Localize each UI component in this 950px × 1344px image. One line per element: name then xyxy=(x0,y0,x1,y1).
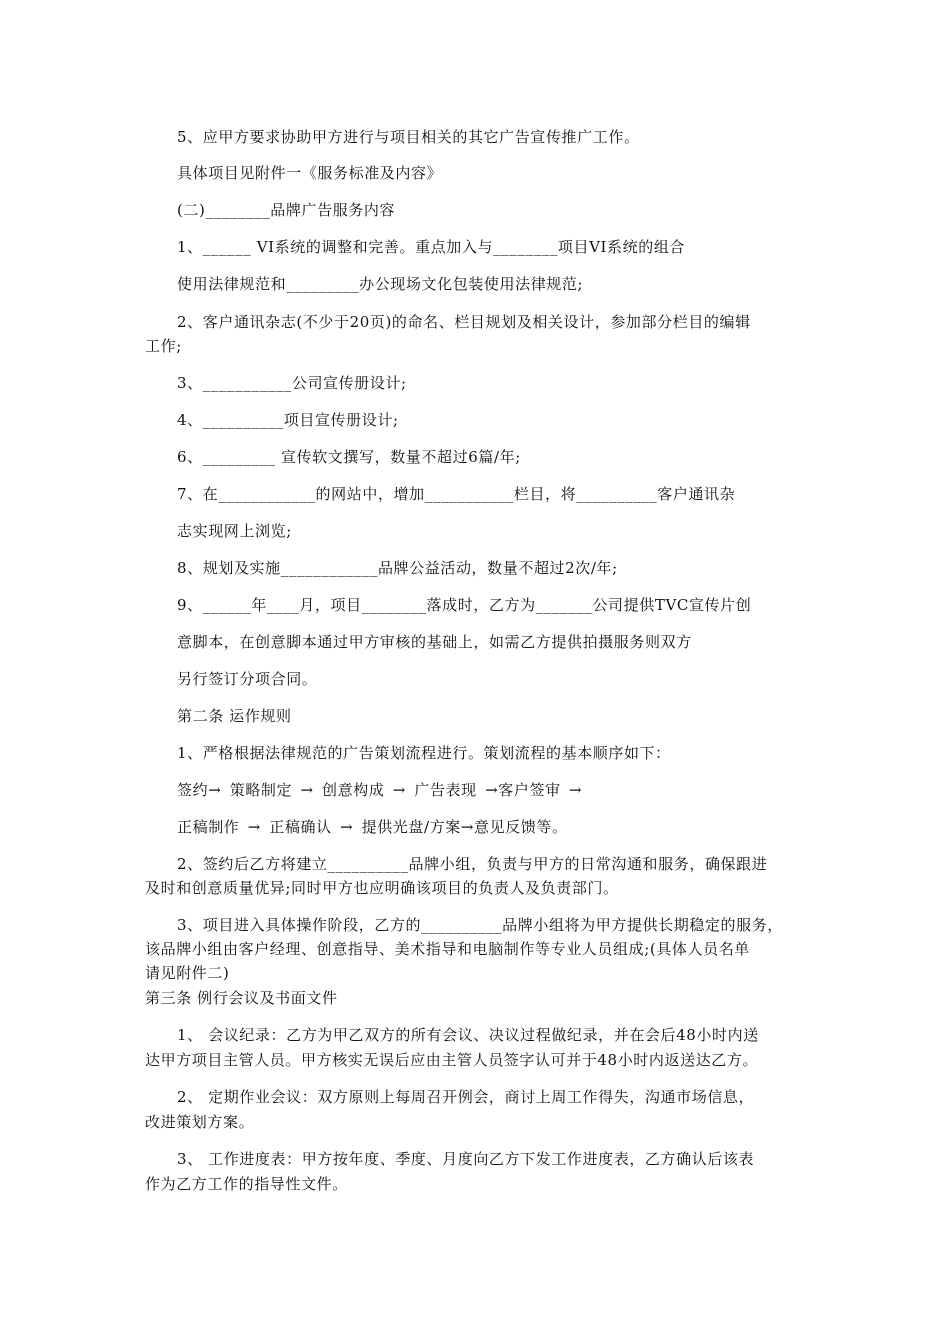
text-line: 志实现网上浏览; xyxy=(177,522,292,540)
text-line: 6、_________ 宣传软文撰写，数量不超过6篇/年; xyxy=(177,448,521,466)
text-line: 5、应甲方要求协助甲方进行与项目相关的其它广告宣传推广工作。 xyxy=(177,128,640,146)
text-line: 请见附件二) xyxy=(145,964,230,982)
text-line: 8、规划及实施____________品牌公益活动，数量不超过2次/年; xyxy=(177,559,618,577)
text-line: 工作; xyxy=(145,337,182,355)
section-heading: 第二条 运作规则 xyxy=(177,707,292,725)
text-line: 3、 工作进度表：甲方按年度、季度、月度向乙方下发工作进度表，乙方确认后该表 xyxy=(177,1150,755,1168)
text-line: 达甲方项目主管人员。甲方核实无误后应由主管人员签字认可并于48小时内返送达乙方。 xyxy=(145,1051,759,1069)
text-line: 3、___________公司宣传册设计; xyxy=(177,374,407,392)
text-line: 9、______年____月，项目________落成时，乙方为_______公司提供TVC宣传片创 xyxy=(177,596,752,614)
process-flow-line: 签约→ 策略制定 → 创意构成 → 广告表现 →客户签审 → xyxy=(177,781,583,799)
section-heading: 第三条 例行会议及书面文件 xyxy=(145,989,338,1007)
text-line: 4、__________项目宣传册设计; xyxy=(177,411,399,429)
text-line: 具体项目见附件一《服务标准及内容》 xyxy=(177,164,443,182)
text-line: 2、签约后乙方将建立__________品牌小组，负责与甲方的日常沟通和服务，确保跟进 xyxy=(177,855,768,873)
text-line: 3、项目进入具体操作阶段，乙方的__________品牌小组将为甲方提供长期稳定的服务， xyxy=(177,916,783,934)
text-line: 1、______ VI系统的调整和完善。重点加入与________项目VI系统的组合 xyxy=(177,238,686,256)
text-line: 2、 定期作业会议：双方原则上每周召开例会，商讨上周工作得失，沟通市场信息， xyxy=(177,1088,755,1106)
text-line: 7、在____________的网站中，增加___________栏目，将__________客户通讯杂 xyxy=(177,485,736,503)
text-line: 作为乙方工作的指导性文件。 xyxy=(145,1175,348,1193)
text-line: 该品牌小组由客户经理、创意指导、美术指导和电脑制作等专业人员组成;(具体人员名单 xyxy=(145,940,750,958)
text-line: 及时和创意质量优异;同时甲方也应明确该项目的负责人及负责部门。 xyxy=(145,879,619,897)
text-line: 意脚本，在创意脚本通过甲方审核的基础上，如需乙方提供拍摄服务则双方 xyxy=(177,633,692,651)
process-flow-line: 正稿制作 → 正稿确认 → 提供光盘/方案→意见反馈等。 xyxy=(177,818,568,836)
text-line: (二)________品牌广告服务内容 xyxy=(177,201,396,219)
text-line: 另行签订分项合同。 xyxy=(177,670,318,688)
text-line: 改进策划方案。 xyxy=(145,1113,255,1131)
text-line: 1、严格根据法律规范的广告策划流程进行。策划流程的基本顺序如下： xyxy=(177,744,671,762)
text-line: 1、 会议纪录：乙方为甲乙双方的所有会议、决议过程做纪录，并在会后48小时内送 xyxy=(177,1026,759,1044)
text-line: 使用法律规范和_________办公现场文化包装使用法律规范; xyxy=(177,275,584,293)
text-line: 2、客户通讯杂志(不少于20页)的命名、栏目规划及相关设计，参加部分栏目的编辑 xyxy=(177,313,751,331)
